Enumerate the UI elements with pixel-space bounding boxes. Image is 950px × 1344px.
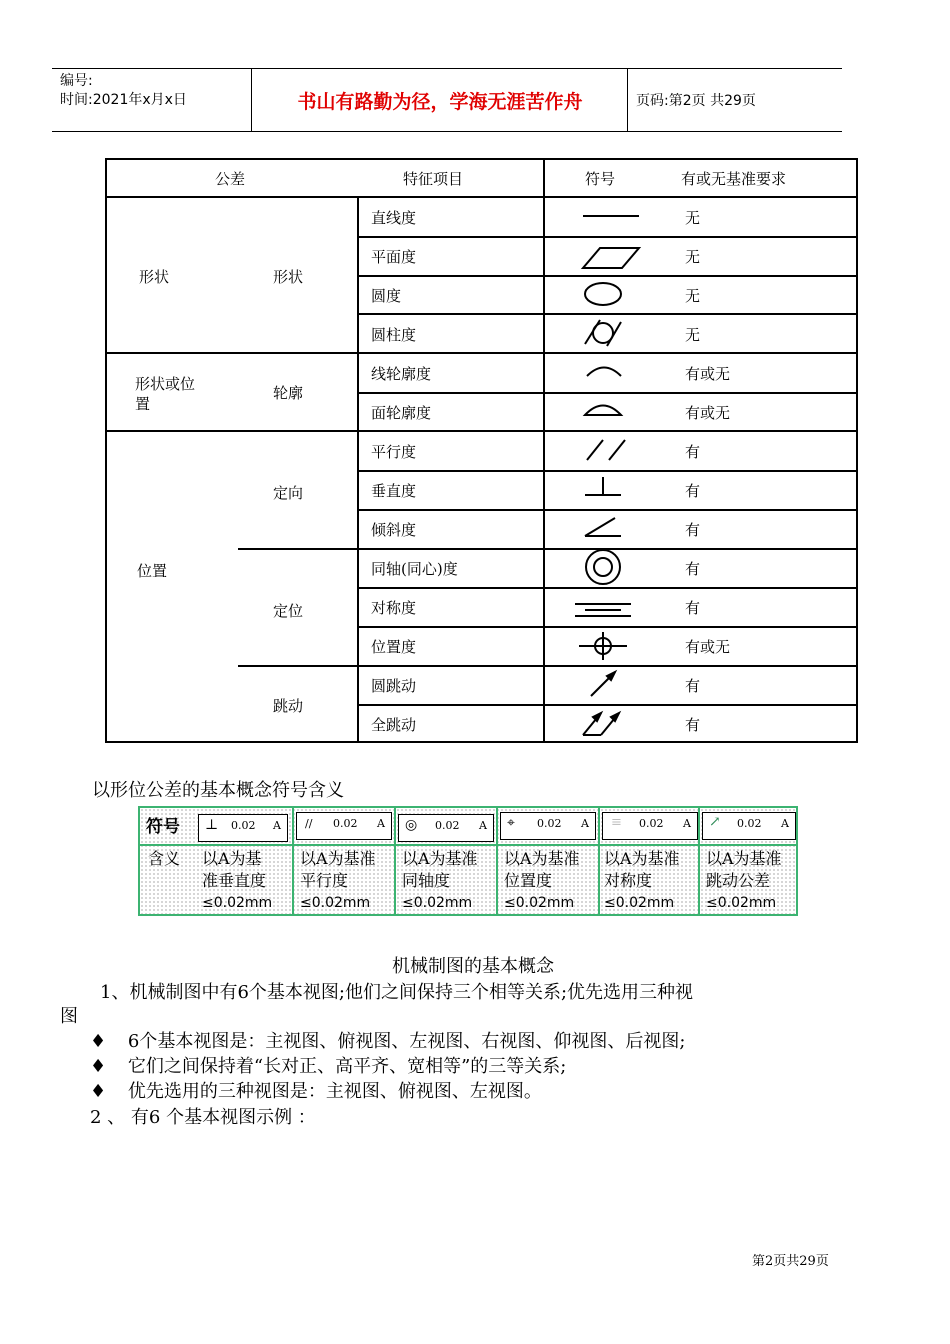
header-datum: 有或无基准要求 bbox=[681, 170, 787, 188]
item-concentricity: 同轴(同心)度 bbox=[371, 560, 458, 578]
surface-profile-icon bbox=[585, 406, 621, 416]
datum-symmetry: 有 bbox=[685, 599, 701, 617]
total-runout-icon bbox=[583, 713, 619, 735]
symmetry-icon: ≡ bbox=[611, 815, 622, 830]
meaning-cell: 以A为基准 平行度 ≤0.02mm bbox=[300, 849, 376, 911]
angularity-icon bbox=[585, 518, 621, 536]
meaning-label: 含义 bbox=[148, 849, 181, 868]
datum-circular-runout: 有 bbox=[685, 677, 701, 695]
tolerance-table bbox=[105, 158, 858, 743]
item-parallelism: 平行度 bbox=[371, 443, 417, 461]
point-1-wrap: 图 bbox=[60, 1006, 78, 1027]
datum-position: 有或无 bbox=[685, 638, 731, 656]
runout-icon: ↗ bbox=[709, 814, 721, 830]
category-form: 形状 bbox=[139, 268, 170, 286]
concentricity-icon bbox=[586, 550, 620, 584]
datum-concentricity: 有 bbox=[685, 560, 701, 578]
frame-parallelism: // 0.02 A bbox=[296, 812, 392, 840]
header-feature: 特征项目 bbox=[403, 170, 464, 188]
item-line-profile: 线轮廓度 bbox=[371, 365, 432, 383]
item-surface-profile: 面轮廓度 bbox=[371, 404, 432, 422]
page-footer: 第2页共29页 bbox=[752, 1254, 829, 1269]
header-symbol: 符号 bbox=[585, 170, 616, 188]
item-position: 位置度 bbox=[371, 638, 417, 656]
bullet-3: ♦ 优先选用的三种视图是：主视图、俯视图、左视图。 bbox=[90, 1081, 542, 1102]
point-1: 1、机械制图中有6个基本视图;他们之间保持三个相等关系;优先选用三种视 bbox=[100, 982, 694, 1003]
symmetry-icon bbox=[575, 604, 631, 616]
category-position: 位置 bbox=[137, 562, 168, 580]
diamond-bullet-icon: ♦ bbox=[90, 1031, 107, 1052]
parallelism-icon bbox=[587, 440, 625, 460]
sub-runout: 跳动 bbox=[273, 697, 304, 715]
page-header bbox=[52, 68, 842, 132]
flatness-icon bbox=[583, 248, 639, 268]
datum-line-profile: 有或无 bbox=[685, 365, 731, 383]
datum-perpendicularity: 有 bbox=[685, 482, 701, 500]
datum-straightness: 无 bbox=[685, 209, 701, 227]
datum-parallelism: 有 bbox=[685, 443, 701, 461]
datum-cylindricity: 无 bbox=[685, 326, 701, 344]
meaning-cell: 以A为基准 对称度 ≤0.02mm bbox=[604, 849, 680, 911]
diamond-bullet-icon: ♦ bbox=[90, 1081, 107, 1102]
frame-position: ⌖ 0.02 A bbox=[500, 812, 596, 840]
item-symmetry: 对称度 bbox=[371, 599, 417, 617]
bullet-2: ♦ 它们之间保持着“长对正、高平齐、宽相等”的三等关系; bbox=[90, 1056, 567, 1077]
frame-concentricity: ◎ 0.02 A bbox=[398, 814, 494, 842]
frame-symmetry: ≡ 0.02 A bbox=[602, 812, 698, 840]
meaning-cell: 以A为基准 位置度 ≤0.02mm bbox=[504, 849, 580, 911]
item-perpendicularity: 垂直度 bbox=[371, 482, 417, 500]
sub-location: 定位 bbox=[273, 602, 304, 620]
item-straightness: 直线度 bbox=[371, 209, 417, 227]
parallelism-icon: // bbox=[305, 817, 313, 830]
item-circularity: 圆度 bbox=[371, 287, 402, 305]
cylindricity-icon bbox=[585, 320, 621, 346]
symbol-column bbox=[545, 196, 679, 743]
time-label: 时间:2021年x月x日 bbox=[60, 92, 187, 108]
meaning-table bbox=[138, 806, 798, 916]
bullet-1: ♦ 6个基本视图是：主视图、俯视图、左视图、右视图、仰视图、后视图; bbox=[90, 1031, 686, 1052]
meaning-cell: 以A为基 准垂直度 ≤0.02mm bbox=[202, 849, 273, 911]
header-info bbox=[52, 69, 252, 131]
page-label: 页码:第2页 共29页 bbox=[636, 93, 756, 109]
item-circular-runout: 圆跳动 bbox=[371, 677, 417, 695]
meaning-cell: 以A为基准 跳动公差 ≤0.02mm bbox=[706, 849, 782, 911]
line-profile-icon bbox=[587, 368, 621, 377]
header-tolerance: 公差 bbox=[215, 170, 246, 188]
code-label: 编号: bbox=[60, 73, 93, 89]
position-icon bbox=[579, 632, 627, 660]
symbol-label: 符号 bbox=[146, 817, 180, 837]
item-angularity: 倾斜度 bbox=[371, 521, 417, 539]
datum-total-runout: 有 bbox=[685, 716, 701, 734]
item-total-runout: 全跳动 bbox=[371, 716, 417, 734]
diamond-bullet-icon: ♦ bbox=[90, 1056, 107, 1077]
concentricity-icon: ◎ bbox=[405, 817, 418, 833]
datum-surface-profile: 有或无 bbox=[685, 404, 731, 422]
frame-runout: ↗ 0.02 A bbox=[702, 812, 796, 840]
section-title: 机械制图的基本概念 bbox=[392, 956, 554, 977]
sub-form: 形状 bbox=[273, 268, 304, 286]
point-2: 2 、 有6 个基本视图示例 ： bbox=[90, 1107, 316, 1128]
item-cylindricity: 圆柱度 bbox=[371, 326, 417, 344]
caption: 以形位公差的基本概念符号含义 bbox=[92, 780, 344, 801]
sub-profile: 轮廓 bbox=[273, 384, 304, 402]
perpendicularity-icon bbox=[585, 477, 621, 495]
datum-circularity: 无 bbox=[685, 287, 701, 305]
circularity-icon bbox=[585, 283, 621, 305]
meaning-cell: 以A为基准 同轴度 ≤0.02mm bbox=[402, 849, 478, 911]
position-icon: ⌖ bbox=[507, 815, 515, 831]
category-form-or-position: 形状或位置 bbox=[135, 375, 196, 413]
circular-runout-icon bbox=[591, 672, 615, 696]
item-flatness: 平面度 bbox=[371, 248, 417, 266]
sub-orientation: 定向 bbox=[273, 484, 304, 502]
perpendicularity-icon: ⊥ bbox=[205, 817, 219, 833]
datum-angularity: 有 bbox=[685, 521, 701, 539]
frame-perpendicularity: ⊥ 0.02 A bbox=[198, 814, 288, 842]
datum-flatness: 无 bbox=[685, 248, 701, 266]
motto: 书山有路勤为径，学海无涯苦作舟 bbox=[253, 69, 628, 131]
